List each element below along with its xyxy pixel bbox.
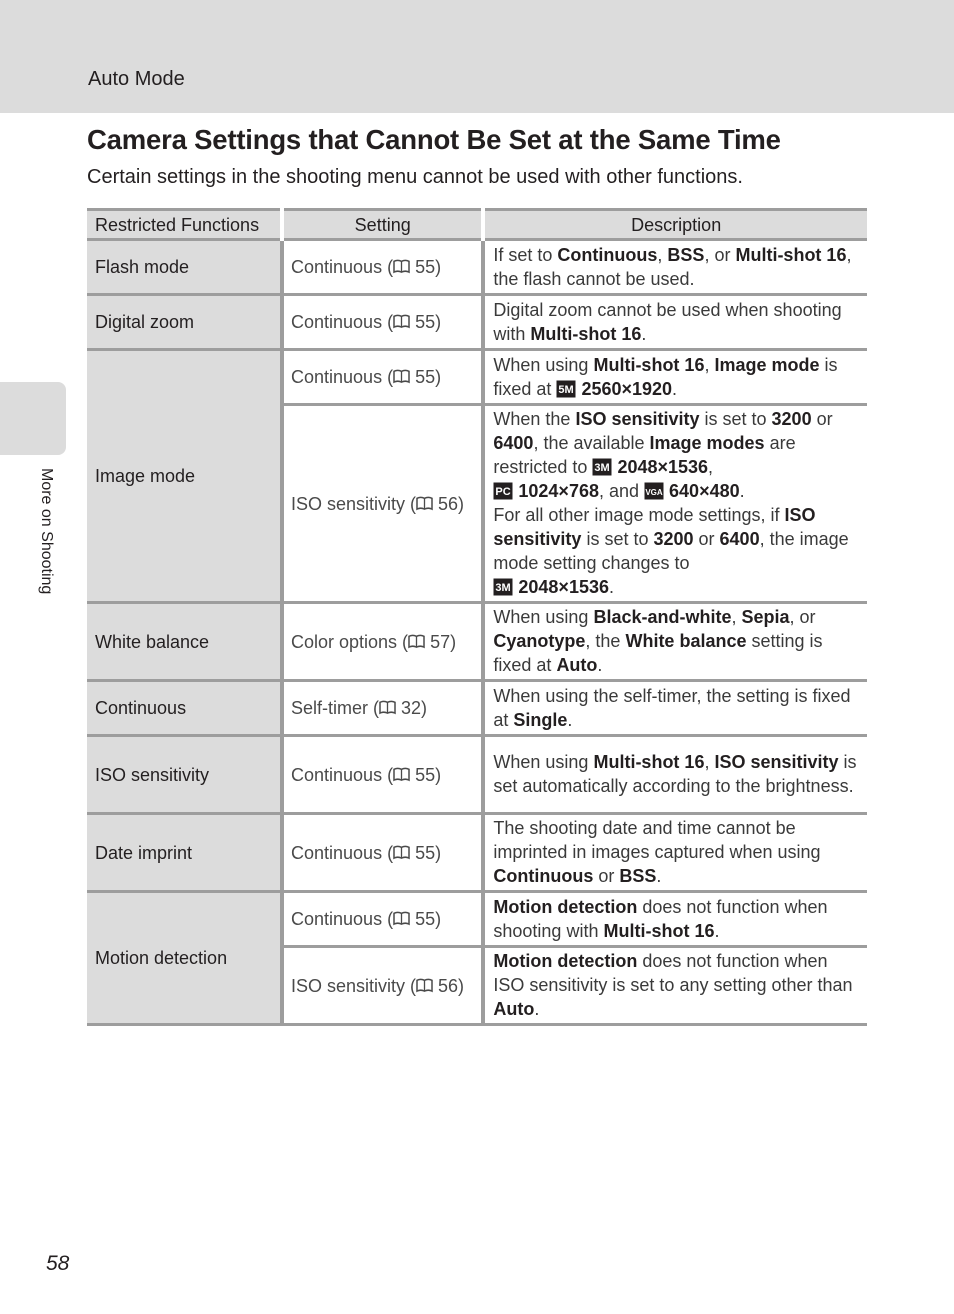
table-row	[87, 681, 867, 736]
description-text: , the	[585, 631, 626, 651]
setting-text: ISO sensitivity (	[291, 493, 417, 514]
page-ref: 55)	[410, 367, 442, 387]
description-emphasis: Auto	[556, 655, 598, 675]
description-text: setting is fixed at	[493, 631, 823, 675]
description-emphasis: 2048×1536	[513, 577, 609, 597]
description-text: does not function when ISO sensitivity is set to any setting other than	[493, 951, 853, 995]
intro-text: Certain settings in the shooting menu cannot be used with other functions.	[87, 166, 743, 188]
description-text: When using the self-timer, the setting is fixed at	[493, 685, 851, 730]
book-reference-icon	[393, 314, 410, 329]
image-mode-icon-label: 5M	[558, 383, 575, 396]
setting-cell	[282, 892, 483, 947]
description-emphasis: 6400	[719, 529, 760, 549]
description-emphasis: Single	[513, 709, 568, 730]
function-cell: Continuous	[87, 681, 282, 736]
description-emphasis: 2048×1536	[612, 457, 709, 477]
description-text: .	[534, 999, 540, 1019]
description-text: is set automatically according to the brightness.	[493, 752, 857, 796]
description-text: .	[597, 655, 603, 675]
description-emphasis: BSS	[619, 866, 657, 886]
image-mode-icon-label: 3M	[594, 462, 611, 474]
setting-text: ISO sensitivity (	[291, 975, 417, 996]
description-text: is set to	[581, 529, 654, 549]
setting-text: Self-timer (	[291, 698, 380, 718]
image-mode-3m-icon	[493, 578, 513, 596]
book-reference-icon	[393, 369, 410, 384]
description-cell	[483, 814, 867, 892]
description-cell	[483, 295, 867, 350]
description-emphasis: 640×480	[664, 481, 740, 501]
description-text: , or	[704, 244, 736, 265]
setting-cell	[282, 350, 483, 405]
book-reference-icon	[408, 634, 425, 649]
description-emphasis: Black-and-white	[593, 607, 732, 627]
function-cell: Motion detection	[87, 892, 282, 1025]
page-ref: 55)	[410, 909, 442, 929]
description-text: When using	[493, 752, 594, 772]
setting-cell	[282, 736, 483, 814]
restrictions-table	[87, 208, 867, 1026]
side-label: More on Shooting	[38, 468, 55, 595]
table-row	[87, 240, 867, 295]
description-emphasis: 1024×768	[513, 481, 599, 501]
setting-cell	[282, 947, 483, 1025]
setting-cell	[282, 603, 483, 681]
setting-text: Continuous (	[291, 312, 394, 332]
description-text: Digital zoom cannot be used when shooting with	[493, 299, 842, 344]
side-tab	[0, 382, 66, 455]
description-text: When the	[493, 409, 576, 429]
description-emphasis: Multi-shot 16	[735, 244, 847, 265]
description-emphasis: Motion detection	[493, 951, 638, 971]
setting-text: Color options (	[291, 631, 409, 652]
setting-text: Continuous (	[291, 367, 394, 387]
description-text: .	[672, 378, 678, 399]
description-emphasis: Continuous	[493, 866, 594, 886]
description-emphasis: Auto	[493, 999, 535, 1019]
page-ref: 55)	[410, 764, 442, 785]
description-emphasis: Continuous	[557, 244, 658, 265]
description-text: , and	[598, 481, 645, 501]
setting-cell	[282, 295, 483, 350]
description-cell	[483, 947, 867, 1025]
description-text: When using	[493, 354, 594, 375]
image-mode-icon-label: VGA	[645, 488, 663, 497]
description-text: ,	[704, 354, 715, 375]
description-text: , the available	[533, 433, 650, 453]
description-cell	[483, 603, 867, 681]
description-text: , the flash cannot be used.	[493, 244, 852, 289]
description-text: .	[609, 577, 615, 597]
description-emphasis: ISO sensitivity	[714, 752, 839, 772]
page-ref: 56)	[433, 493, 465, 514]
description-emphasis: Cyanotype	[493, 631, 586, 651]
setting-cell	[282, 681, 483, 736]
column-header-setting: Setting	[282, 210, 483, 240]
page-ref: 55)	[410, 312, 442, 332]
book-reference-icon	[416, 496, 433, 511]
description-emphasis: BSS	[667, 244, 705, 265]
setting-text: Continuous (	[291, 257, 394, 277]
description-text: ,	[657, 244, 668, 265]
setting-text: Continuous (	[291, 764, 394, 785]
description-text: If set to	[493, 244, 558, 265]
image-mode-pc-icon	[493, 482, 513, 500]
image-mode-5m-icon	[556, 380, 576, 398]
description-emphasis: Multi-shot 16	[593, 752, 705, 772]
function-cell: Image mode	[87, 350, 282, 603]
description-cell	[483, 736, 867, 814]
image-mode-vga-icon	[644, 482, 664, 500]
page-number: 58	[46, 1252, 70, 1275]
description-text: .	[739, 481, 745, 501]
description-text: or	[811, 409, 833, 429]
setting-text: Continuous (	[291, 909, 394, 929]
book-reference-icon	[393, 259, 410, 274]
book-reference-icon	[393, 911, 410, 926]
description-text: When using	[493, 607, 594, 627]
table-row	[87, 736, 867, 814]
description-emphasis: Multi-shot 16	[530, 323, 642, 344]
page-ref: 55)	[410, 842, 442, 863]
function-cell: Date imprint	[87, 814, 282, 892]
page-ref: 57)	[425, 631, 457, 652]
description-text: or	[593, 866, 620, 886]
function-cell: Digital zoom	[87, 295, 282, 350]
function-cell: ISO sensitivity	[87, 736, 282, 814]
book-reference-icon	[393, 767, 410, 782]
description-text: The shooting date and time cannot be imprinted in images captured when using	[493, 818, 821, 862]
description-emphasis: White balance	[625, 631, 747, 651]
book-reference-icon	[393, 845, 410, 860]
function-cell: Flash mode	[87, 240, 282, 295]
description-cell	[483, 681, 867, 736]
description-text: .	[641, 323, 647, 344]
description-emphasis: ISO sensitivity	[493, 505, 816, 549]
description-cell	[483, 240, 867, 295]
column-header-description: Description	[483, 210, 867, 240]
table-row	[87, 814, 867, 892]
description-emphasis: ISO sensitivity	[575, 409, 700, 429]
description-text: ,	[708, 457, 714, 477]
description-text: is set to	[699, 409, 772, 429]
description-emphasis: Sepia	[741, 607, 790, 627]
image-mode-icon-label: PC	[495, 486, 512, 498]
image-mode-3m-icon	[592, 458, 612, 476]
setting-cell	[282, 405, 483, 603]
description-text: .	[567, 709, 573, 730]
description-emphasis: Multi-shot 16	[593, 354, 705, 375]
page-ref: 56)	[433, 975, 465, 996]
description-cell	[483, 350, 867, 405]
description-text: ,	[731, 607, 742, 627]
function-cell: White balance	[87, 603, 282, 681]
column-header-function: Restricted Functions	[87, 210, 282, 240]
table-row	[87, 892, 867, 947]
page-title: Camera Settings that Cannot Be Set at the Same Time	[87, 124, 781, 155]
book-reference-icon	[379, 700, 396, 715]
table-row	[87, 350, 867, 405]
description-emphasis: 3200	[653, 529, 694, 549]
description-text: is fixed at	[493, 354, 838, 399]
description-emphasis: Motion detection	[493, 896, 638, 917]
description-emphasis: 6400	[493, 433, 534, 453]
description-text: or	[693, 529, 720, 549]
description-emphasis: Multi-shot 16	[603, 920, 715, 941]
description-text: .	[656, 866, 662, 886]
table-row	[87, 603, 867, 681]
description-text: are restricted to	[493, 433, 796, 477]
setting-cell	[282, 240, 483, 295]
book-reference-icon	[416, 978, 433, 993]
description-emphasis: Image modes	[649, 433, 765, 453]
description-emphasis: 2560×1920	[576, 378, 673, 399]
description-emphasis: Image mode	[714, 354, 820, 375]
page-ref: 32)	[396, 698, 428, 718]
description-cell	[483, 405, 867, 603]
table-row	[87, 295, 867, 350]
header-band	[0, 0, 954, 113]
image-mode-icon-label: 3M	[495, 582, 512, 594]
description-text: , or	[789, 607, 816, 627]
description-text: For all other image mode settings, if	[493, 505, 785, 525]
page-ref: 55)	[410, 257, 442, 277]
section-label: Auto Mode	[88, 68, 185, 90]
description-text: .	[714, 920, 720, 941]
table-header-row	[87, 210, 867, 240]
setting-text: Continuous (	[291, 842, 394, 863]
description-cell	[483, 892, 867, 947]
description-text: ,	[704, 752, 715, 772]
description-emphasis: 3200	[771, 409, 812, 429]
description-text: , the image mode setting changes to	[493, 529, 849, 573]
setting-cell	[282, 814, 483, 892]
description-text: does not function when shooting with	[493, 896, 828, 941]
